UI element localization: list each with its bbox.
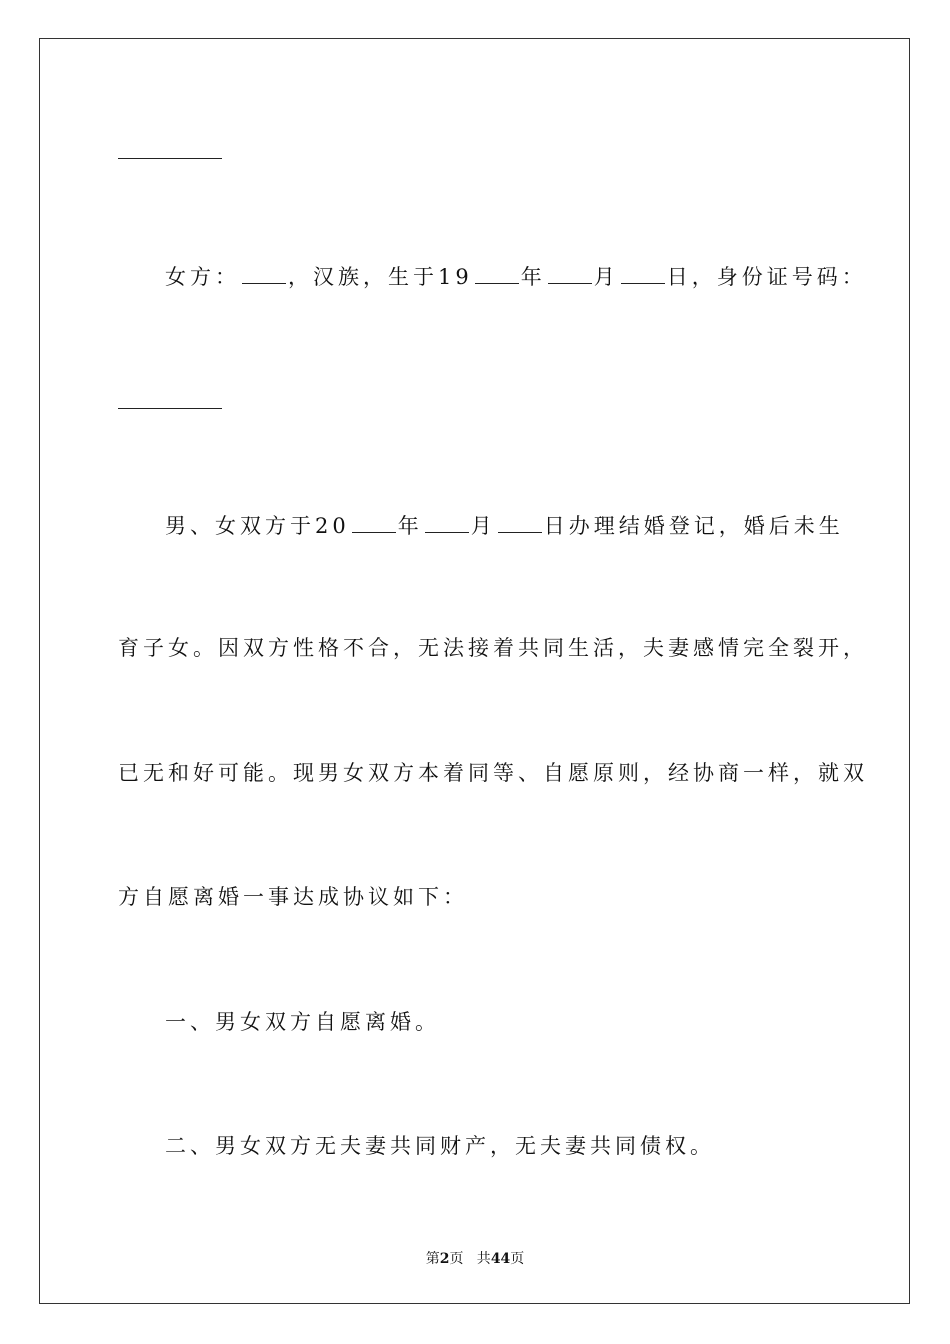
female-info-line: 女方： ，汉族，生于19 年 月 日，身份证号码：	[165, 265, 867, 289]
page-footer: 第2页 共44页	[425, 1251, 525, 1267]
name-blank[interactable]	[242, 265, 286, 284]
marriage-registration-line: 男、女双方于20 年 月 日办理结婚登记，婚后未生	[165, 514, 844, 538]
id-number-blank-top[interactable]	[118, 157, 222, 159]
clause-item-2: 二、男女双方无夫妻共同财产，无夫妻共同债权。	[165, 1134, 715, 1158]
marriage-year-blank[interactable]	[352, 514, 396, 533]
paragraph-line-2: 已无和好可能。现男女双方本着同等、自愿原则，经协商一样，就双	[118, 761, 868, 785]
clause-item-1: 一、男女双方自愿离婚。	[165, 1010, 440, 1034]
marriage-day-blank[interactable]	[498, 514, 542, 533]
paragraph-line-1: 育子女。因双方性格不合，无法接着共同生活，夫妻感情完全裂开，	[118, 636, 868, 660]
paragraph-line-3: 方自愿离婚一事达成协议如下：	[118, 885, 468, 909]
birth-month-blank[interactable]	[548, 265, 592, 284]
current-page-number: 2	[439, 1251, 450, 1267]
total-page-count: 44	[490, 1251, 511, 1267]
page-frame	[39, 38, 910, 1304]
birth-day-blank[interactable]	[621, 265, 665, 284]
marriage-month-blank[interactable]	[425, 514, 469, 533]
birth-year-blank[interactable]	[475, 265, 519, 284]
female-id-number-blank[interactable]	[118, 407, 222, 409]
